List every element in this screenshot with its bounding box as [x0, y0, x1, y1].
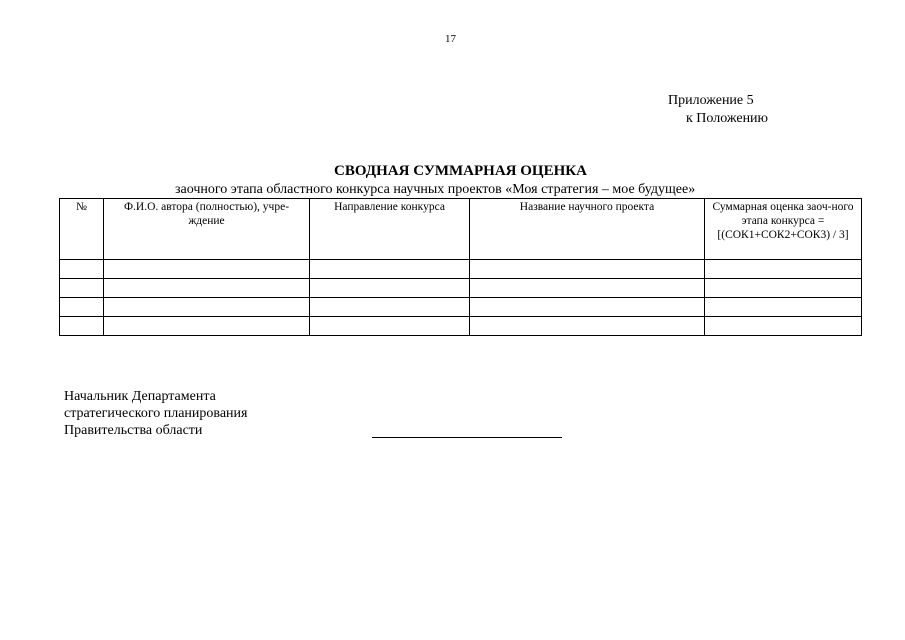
- appendix-label: Приложение 5: [668, 93, 754, 108]
- cell: [104, 279, 310, 298]
- table-row: [60, 317, 862, 336]
- cell: [60, 298, 104, 317]
- header-author: Ф.И.О. автора (полностью), учре-ждение: [104, 199, 310, 260]
- cell: [60, 279, 104, 298]
- cell: [60, 260, 104, 279]
- cell: [310, 260, 470, 279]
- cell: [310, 317, 470, 336]
- header-project-name: Название научного проекта: [470, 199, 705, 260]
- signature-title-line1: Начальник Департамента: [64, 389, 216, 404]
- cell: [60, 317, 104, 336]
- table-row: [60, 260, 862, 279]
- signature-title-line2: стратегического планирования: [64, 406, 248, 421]
- table-row: [60, 298, 862, 317]
- cell: [104, 260, 310, 279]
- table-header-row: [60, 199, 862, 260]
- header-direction: Направление конкурса: [310, 199, 470, 260]
- cell: [705, 298, 862, 317]
- page-number: 17: [445, 33, 456, 45]
- cell: [470, 298, 705, 317]
- cell: [470, 317, 705, 336]
- cell: [310, 279, 470, 298]
- cell: [470, 279, 705, 298]
- evaluation-table: [59, 198, 862, 336]
- cell: [310, 298, 470, 317]
- cell: [104, 298, 310, 317]
- document-subtitle: заочного этапа областного конкурса научных проектов «Моя стратегия – мое будущее»: [175, 182, 696, 197]
- appendix-reference: к Положению: [686, 111, 769, 126]
- cell: [705, 260, 862, 279]
- signature-title-line3: Правительства области: [64, 423, 203, 438]
- cell: [705, 317, 862, 336]
- document-title: СВОДНАЯ СУММАРНАЯ ОЦЕНКА: [334, 163, 587, 179]
- header-total-score: Суммарная оценка заоч-ного этапа конкурса = [(СОК1+СОК2+СОК3) / 3]: [705, 199, 862, 260]
- cell: [705, 279, 862, 298]
- cell: [104, 317, 310, 336]
- header-number: №: [60, 199, 104, 260]
- signature-line: [372, 437, 562, 438]
- table-row: [60, 279, 862, 298]
- cell: [470, 260, 705, 279]
